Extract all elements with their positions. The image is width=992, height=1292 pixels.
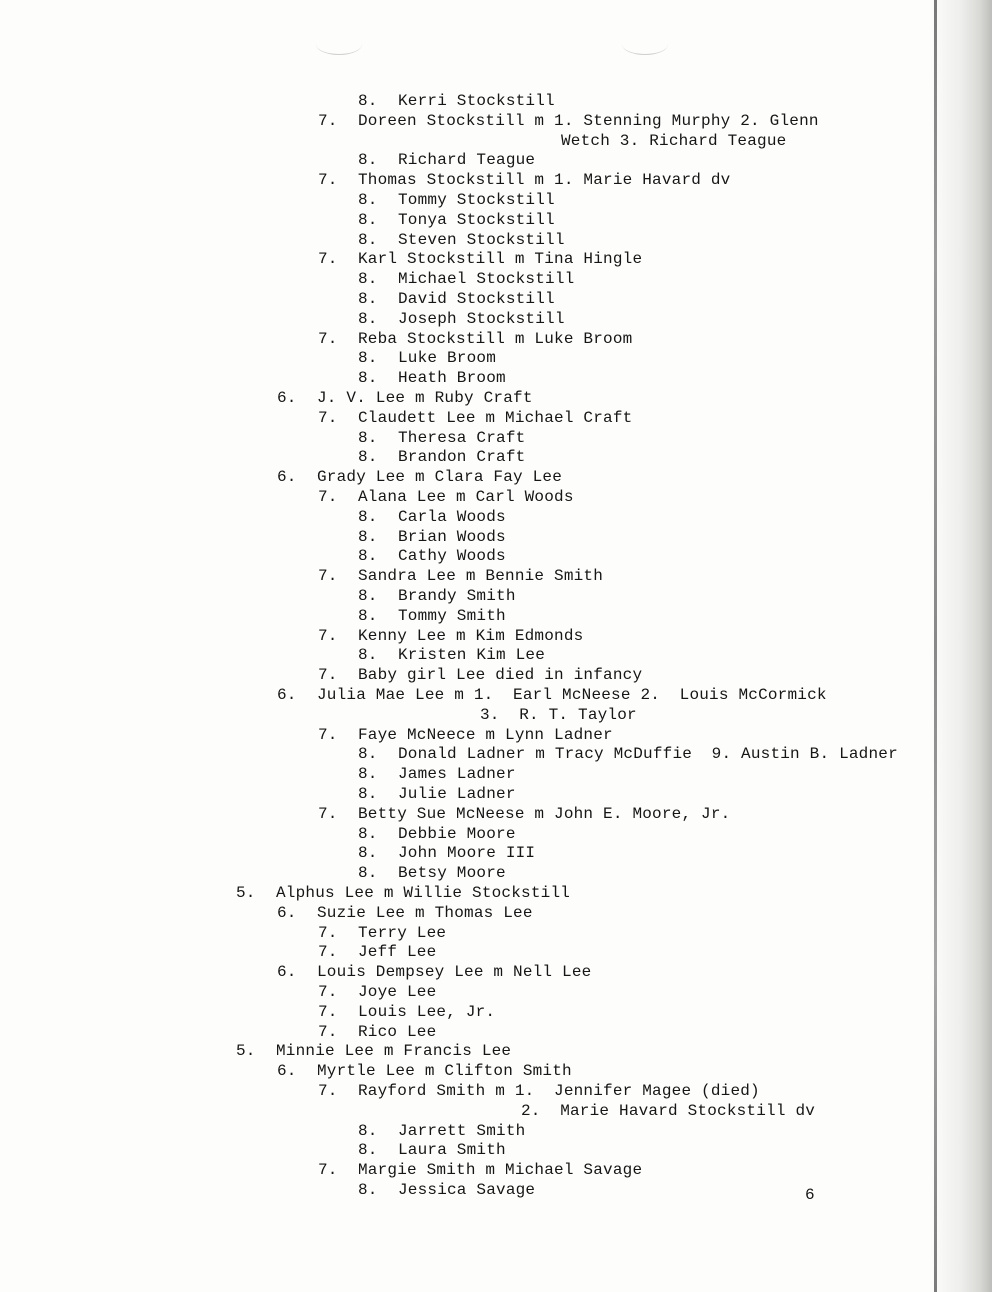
- entry-text: Margie Smith m Michael Savage: [358, 1161, 643, 1180]
- list-item: [480, 705, 637, 725]
- generation-number: 8.: [358, 1141, 378, 1160]
- list-item: [236, 1041, 511, 1061]
- list-item: [318, 1160, 642, 1180]
- entry-text: Rico Lee: [358, 1022, 437, 1041]
- generation-number: 5.: [236, 884, 256, 902]
- entry-text: Grady Lee m Clara Fay Lee: [317, 468, 563, 487]
- entry-text: Joseph Stockstill: [398, 309, 565, 328]
- generation-number: 7.: [318, 171, 338, 190]
- entry-text: Brandon Craft: [398, 448, 526, 467]
- entry-text: David Stockstill: [398, 290, 555, 308]
- generation-number: 8.: [358, 1121, 378, 1140]
- entry-text: Thomas Stockstill m 1. Marie Havard dv: [358, 171, 731, 190]
- list-item: [358, 824, 516, 844]
- entry-text: Julie Ladner: [398, 785, 516, 803]
- list-item: [236, 883, 570, 903]
- generation-number: 7.: [318, 1022, 338, 1041]
- list-item: [358, 368, 506, 388]
- list-item: [358, 744, 898, 764]
- entry-text: Jessica Savage: [398, 1181, 536, 1199]
- list-item: [358, 447, 525, 467]
- entry-text: Luke Broom: [398, 349, 497, 368]
- entry-text: J. V. Lee m Ruby Craft: [317, 389, 533, 407]
- list-item: [277, 903, 533, 923]
- generation-number: 7.: [318, 250, 338, 269]
- list-item: [358, 1140, 506, 1160]
- list-item: [358, 1121, 525, 1141]
- entry-text: Brandy Smith: [398, 587, 516, 605]
- generation-number: 8.: [358, 191, 378, 209]
- entry-text: Baby girl Lee died in infancy: [358, 666, 643, 685]
- generation-number: 8.: [358, 844, 378, 863]
- entry-text: Debbie Moore: [398, 824, 516, 843]
- list-item: [358, 309, 565, 329]
- list-item: [277, 685, 827, 705]
- generation-number: 7.: [318, 111, 338, 130]
- list-item: [358, 546, 506, 566]
- list-item: [277, 1061, 572, 1081]
- entry-text: Karl Stockstill m Tina Hingle: [358, 250, 643, 269]
- entry-text: Donald Ladner m Tracy McDuffie 9. Austin B. Ladner: [398, 745, 898, 764]
- entry-text: Cathy Woods: [398, 547, 506, 566]
- generation-number: 6.: [277, 963, 297, 982]
- generation-number: 6.: [277, 468, 297, 487]
- generation-number: 7.: [318, 943, 338, 962]
- generation-number: 8.: [358, 1181, 378, 1199]
- list-item: [318, 1002, 495, 1022]
- generation-number: 6.: [277, 686, 297, 704]
- entry-text: Joye Lee: [358, 983, 437, 1001]
- list-item: [358, 843, 535, 863]
- generation-number: 8.: [358, 151, 378, 170]
- generation-number: 7.: [318, 725, 338, 744]
- list-item: [318, 804, 730, 824]
- generation-number: 8.: [358, 646, 378, 665]
- generation-number: 7.: [318, 666, 338, 685]
- entry-text: Jeff Lee: [358, 943, 437, 962]
- generation-number: 8.: [358, 369, 378, 388]
- list-item: [358, 586, 516, 606]
- list-item: [358, 428, 525, 448]
- entry-text: Kenny Lee m Kim Edmonds: [358, 626, 584, 645]
- list-item: [358, 507, 506, 527]
- generation-number: 8.: [358, 587, 378, 605]
- generation-number: 6.: [277, 389, 297, 407]
- generation-number: 8.: [358, 527, 378, 546]
- list-item: [358, 150, 535, 170]
- generation-number: 8.: [358, 230, 378, 249]
- generation-number: 7.: [318, 1082, 338, 1100]
- entry-text: Alana Lee m Carl Woods: [358, 488, 574, 506]
- list-item: [277, 467, 562, 487]
- generation-number: 7.: [318, 408, 338, 427]
- list-item: [277, 388, 533, 408]
- entry-text: Suzie Lee m Thomas Lee: [317, 903, 533, 922]
- list-item: [318, 942, 436, 962]
- generation-number: 8.: [358, 428, 378, 447]
- entry-text: Louis Lee, Jr.: [358, 1002, 496, 1021]
- entry-text: Tonya Stockstill: [398, 210, 555, 229]
- entry-text: Rayford Smith m 1. Jennifer Magee (died): [358, 1082, 760, 1100]
- entry-text: Alphus Lee m Willie Stockstill: [276, 884, 571, 902]
- generation-number: 8.: [358, 290, 378, 308]
- list-item: [358, 606, 506, 626]
- list-item: [318, 170, 730, 190]
- generation-number: 8.: [358, 824, 378, 843]
- list-item: [358, 863, 506, 883]
- generation-number: 7.: [318, 1002, 338, 1021]
- entry-text: Doreen Stockstill m 1. Stenning Murphy 2. Glenn: [358, 111, 819, 130]
- entry-text: Michael Stockstill: [398, 270, 575, 289]
- entry-text: Tommy Smith: [398, 606, 506, 625]
- entry-text: Jarrett Smith: [398, 1121, 526, 1140]
- list-item: [358, 764, 516, 784]
- entry-text: Betsy Moore: [398, 864, 506, 883]
- list-item: [358, 269, 574, 289]
- list-item: [358, 289, 555, 309]
- entry-text: 3. R. T. Taylor: [480, 705, 637, 724]
- list-item: [358, 91, 555, 111]
- page-number: 6: [805, 1186, 815, 1204]
- generation-number: 8.: [358, 448, 378, 467]
- entry-text: Brian Woods: [398, 527, 506, 546]
- generation-number: 7.: [318, 488, 338, 506]
- entry-text: Theresa Craft: [398, 428, 526, 447]
- list-item: [318, 408, 632, 428]
- list-item: [318, 329, 632, 349]
- list-item: [358, 210, 555, 230]
- entry-text: Steven Stockstill: [398, 230, 565, 249]
- entry-text: Wetch 3. Richard Teague: [561, 131, 787, 150]
- generation-number: 6.: [277, 903, 297, 922]
- entry-text: Sandra Lee m Bennie Smith: [358, 567, 604, 586]
- list-item: [318, 1022, 436, 1042]
- entry-text: John Moore III: [398, 844, 536, 863]
- entry-text: Julia Mae Lee m 1. Earl McNeese 2. Louis McCormick: [317, 686, 827, 704]
- list-item: [318, 923, 446, 943]
- generation-number: 8.: [358, 547, 378, 566]
- entry-text: James Ladner: [398, 765, 516, 784]
- entry-text: Faye McNeece m Lynn Ladner: [358, 725, 613, 744]
- entry-text: Carla Woods: [398, 507, 506, 526]
- entry-text: Laura Smith: [398, 1141, 506, 1160]
- list-item: [561, 131, 786, 151]
- scan-artifact: [622, 34, 668, 55]
- entry-text: Betty Sue McNeese m John E. Moore, Jr.: [358, 804, 731, 823]
- list-item: [318, 566, 603, 586]
- list-item: [358, 1180, 535, 1200]
- list-item: [358, 527, 506, 547]
- entry-text: Tommy Stockstill: [398, 191, 555, 209]
- entry-text: Claudett Lee m Michael Craft: [358, 408, 633, 427]
- list-item: [358, 190, 555, 210]
- entry-text: Heath Broom: [398, 369, 506, 388]
- list-item: [358, 784, 516, 804]
- generation-number: 8.: [358, 92, 378, 110]
- list-item: [358, 348, 496, 368]
- generation-number: 7.: [318, 983, 338, 1001]
- list-item: [318, 725, 613, 745]
- entry-text: 2. Marie Havard Stockstill dv: [521, 1101, 816, 1120]
- generation-number: 7.: [318, 923, 338, 942]
- entry-text: Kerri Stockstill: [398, 92, 555, 110]
- entry-text: Richard Teague: [398, 151, 536, 170]
- generation-number: 8.: [358, 606, 378, 625]
- generation-number: 7.: [318, 1161, 338, 1180]
- page-edge-shadow: [930, 0, 992, 1292]
- generation-number: 8.: [358, 765, 378, 784]
- generation-number: 8.: [358, 864, 378, 883]
- list-item: [318, 111, 819, 131]
- list-item: [521, 1101, 815, 1121]
- generation-number: 7.: [318, 329, 338, 348]
- generation-number: 7.: [318, 804, 338, 823]
- page-edge-line: [934, 0, 937, 1292]
- generation-number: 8.: [358, 210, 378, 229]
- entry-text: Reba Stockstill m Luke Broom: [358, 329, 633, 348]
- list-item: [358, 645, 545, 665]
- generation-number: 6.: [277, 1062, 297, 1081]
- list-item: [277, 962, 591, 982]
- generation-number: 8.: [358, 270, 378, 289]
- entry-text: Terry Lee: [358, 923, 447, 942]
- list-item: [318, 626, 583, 646]
- list-item: [358, 230, 565, 250]
- generation-number: 8.: [358, 507, 378, 526]
- list-item: [318, 982, 436, 1002]
- generation-number: 5.: [236, 1042, 256, 1061]
- entry-text: Myrtle Lee m Clifton Smith: [317, 1062, 572, 1081]
- generation-number: 8.: [358, 349, 378, 368]
- generation-number: 8.: [358, 785, 378, 803]
- list-item: [318, 665, 642, 685]
- generation-number: 7.: [318, 626, 338, 645]
- entry-text: Minnie Lee m Francis Lee: [276, 1042, 512, 1061]
- scan-artifact: [316, 34, 362, 55]
- list-item: [318, 487, 574, 507]
- generation-number: 7.: [318, 567, 338, 586]
- entry-text: Louis Dempsey Lee m Nell Lee: [317, 963, 592, 982]
- list-item: [318, 1081, 760, 1101]
- list-item: [318, 249, 642, 269]
- generation-number: 8.: [358, 745, 378, 764]
- generation-number: 8.: [358, 309, 378, 328]
- entry-text: Kristen Kim Lee: [398, 646, 546, 665]
